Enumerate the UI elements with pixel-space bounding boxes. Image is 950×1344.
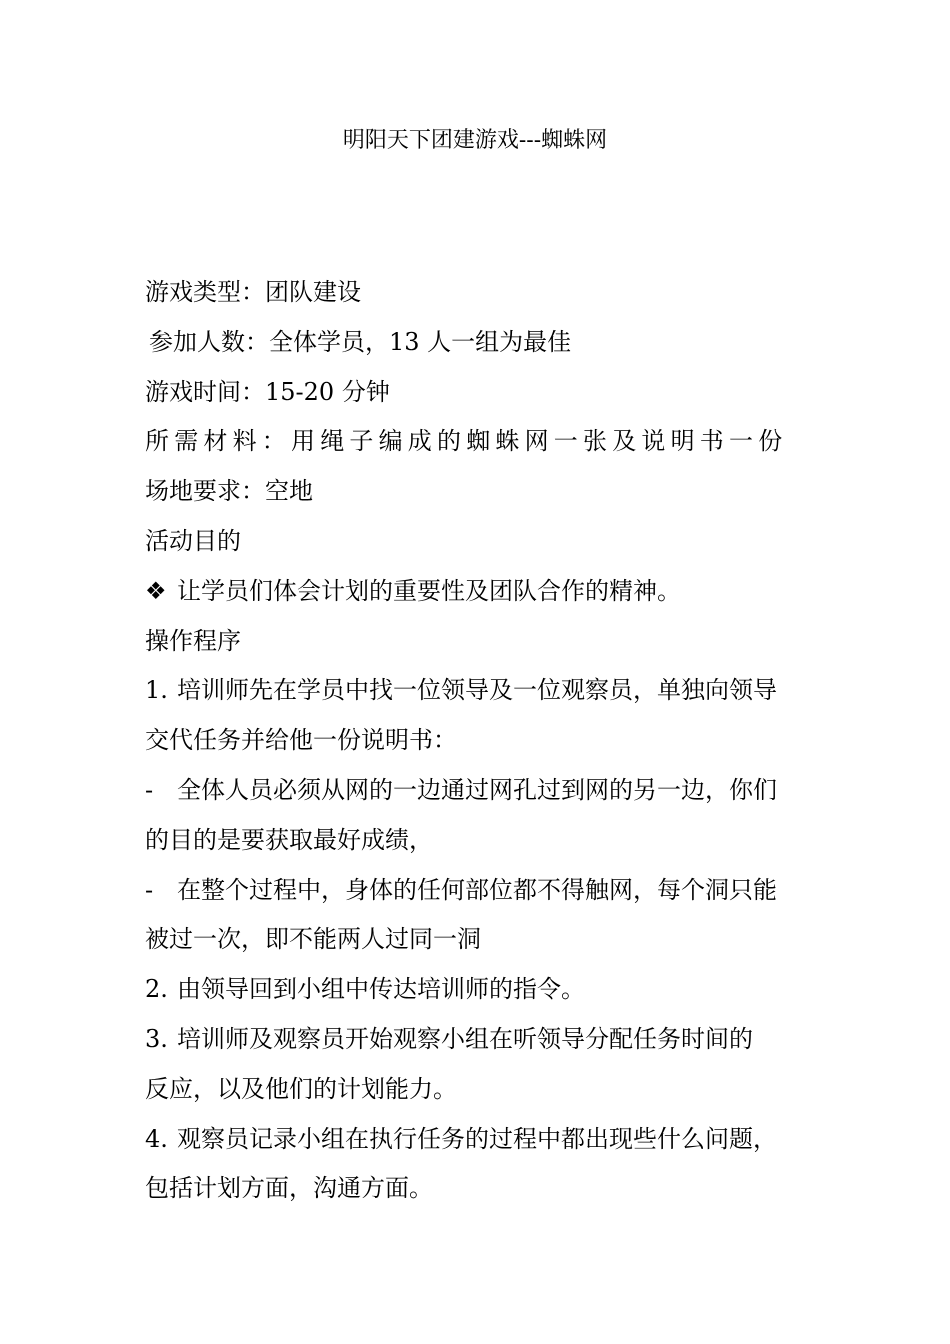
step-text: 观察员记录小组在执行任务的过程中都出现些什么问题， <box>177 1124 777 1153</box>
step-4 <box>145 1119 807 1169</box>
dash-marker: - <box>145 775 154 804</box>
step-number: 4. <box>145 1124 168 1153</box>
objective-text: 让学员们体会计划的重要性及团队合作的精神。 <box>177 576 681 605</box>
game-type: 游戏类型：团队建设 <box>145 278 361 306</box>
step-text: 培训师先在学员中找一位领导及一位观察员，单独向领导 <box>177 676 777 705</box>
participants: 参加人数：全体学员，13 人一组为最佳 <box>149 327 572 356</box>
objective-heading: 活动目的 <box>145 526 241 555</box>
diamond-bullet-icon: ❖ <box>145 576 167 605</box>
instruction-2 <box>145 870 807 920</box>
step-number: 1. <box>145 676 168 705</box>
step-text: 由领导回到小组中传达培训师的指令。 <box>177 975 585 1004</box>
step-text: 培训师及观察员开始观察小组在听领导分配任务时间的 <box>177 1024 753 1053</box>
document-body <box>145 272 807 1218</box>
instruction-1 <box>145 770 807 820</box>
step-number: 3. <box>145 1024 168 1053</box>
instruction-text: 全体人员必须从网的一边通过网孔过到网的另一边，你们 <box>177 775 777 804</box>
step-3 <box>145 1019 807 1069</box>
step-number: 2. <box>145 975 168 1004</box>
duration: 游戏时间：15-20 分钟 <box>145 377 390 406</box>
venue: 场地要求：空地 <box>145 477 313 506</box>
step-3-continued: 反应，以及他们的计划能力。 <box>145 1074 457 1103</box>
instruction-1-continued: 的目的是要获取最好成绩， <box>145 825 433 854</box>
instruction-2-continued: 被过一次，即不能两人过同一洞 <box>145 925 481 954</box>
procedure-heading: 操作程序 <box>145 626 241 655</box>
materials: 所需材料：用绳子编成的蜘蛛网一张及说明书一份 <box>145 427 788 456</box>
objective-item <box>145 571 807 621</box>
dash-marker: - <box>145 875 154 904</box>
instruction-text: 在整个过程中，身体的任何部位都不得触网，每个洞只能 <box>177 875 777 904</box>
document-title: 明阳天下团建游戏---蜘蛛网 <box>342 128 608 153</box>
step-4-continued: 包括计划方面，沟通方面。 <box>145 1174 433 1203</box>
step-2 <box>145 969 807 1019</box>
step-1-continued: 交代任务并给他一份说明书： <box>145 726 457 755</box>
step-1 <box>145 670 807 720</box>
